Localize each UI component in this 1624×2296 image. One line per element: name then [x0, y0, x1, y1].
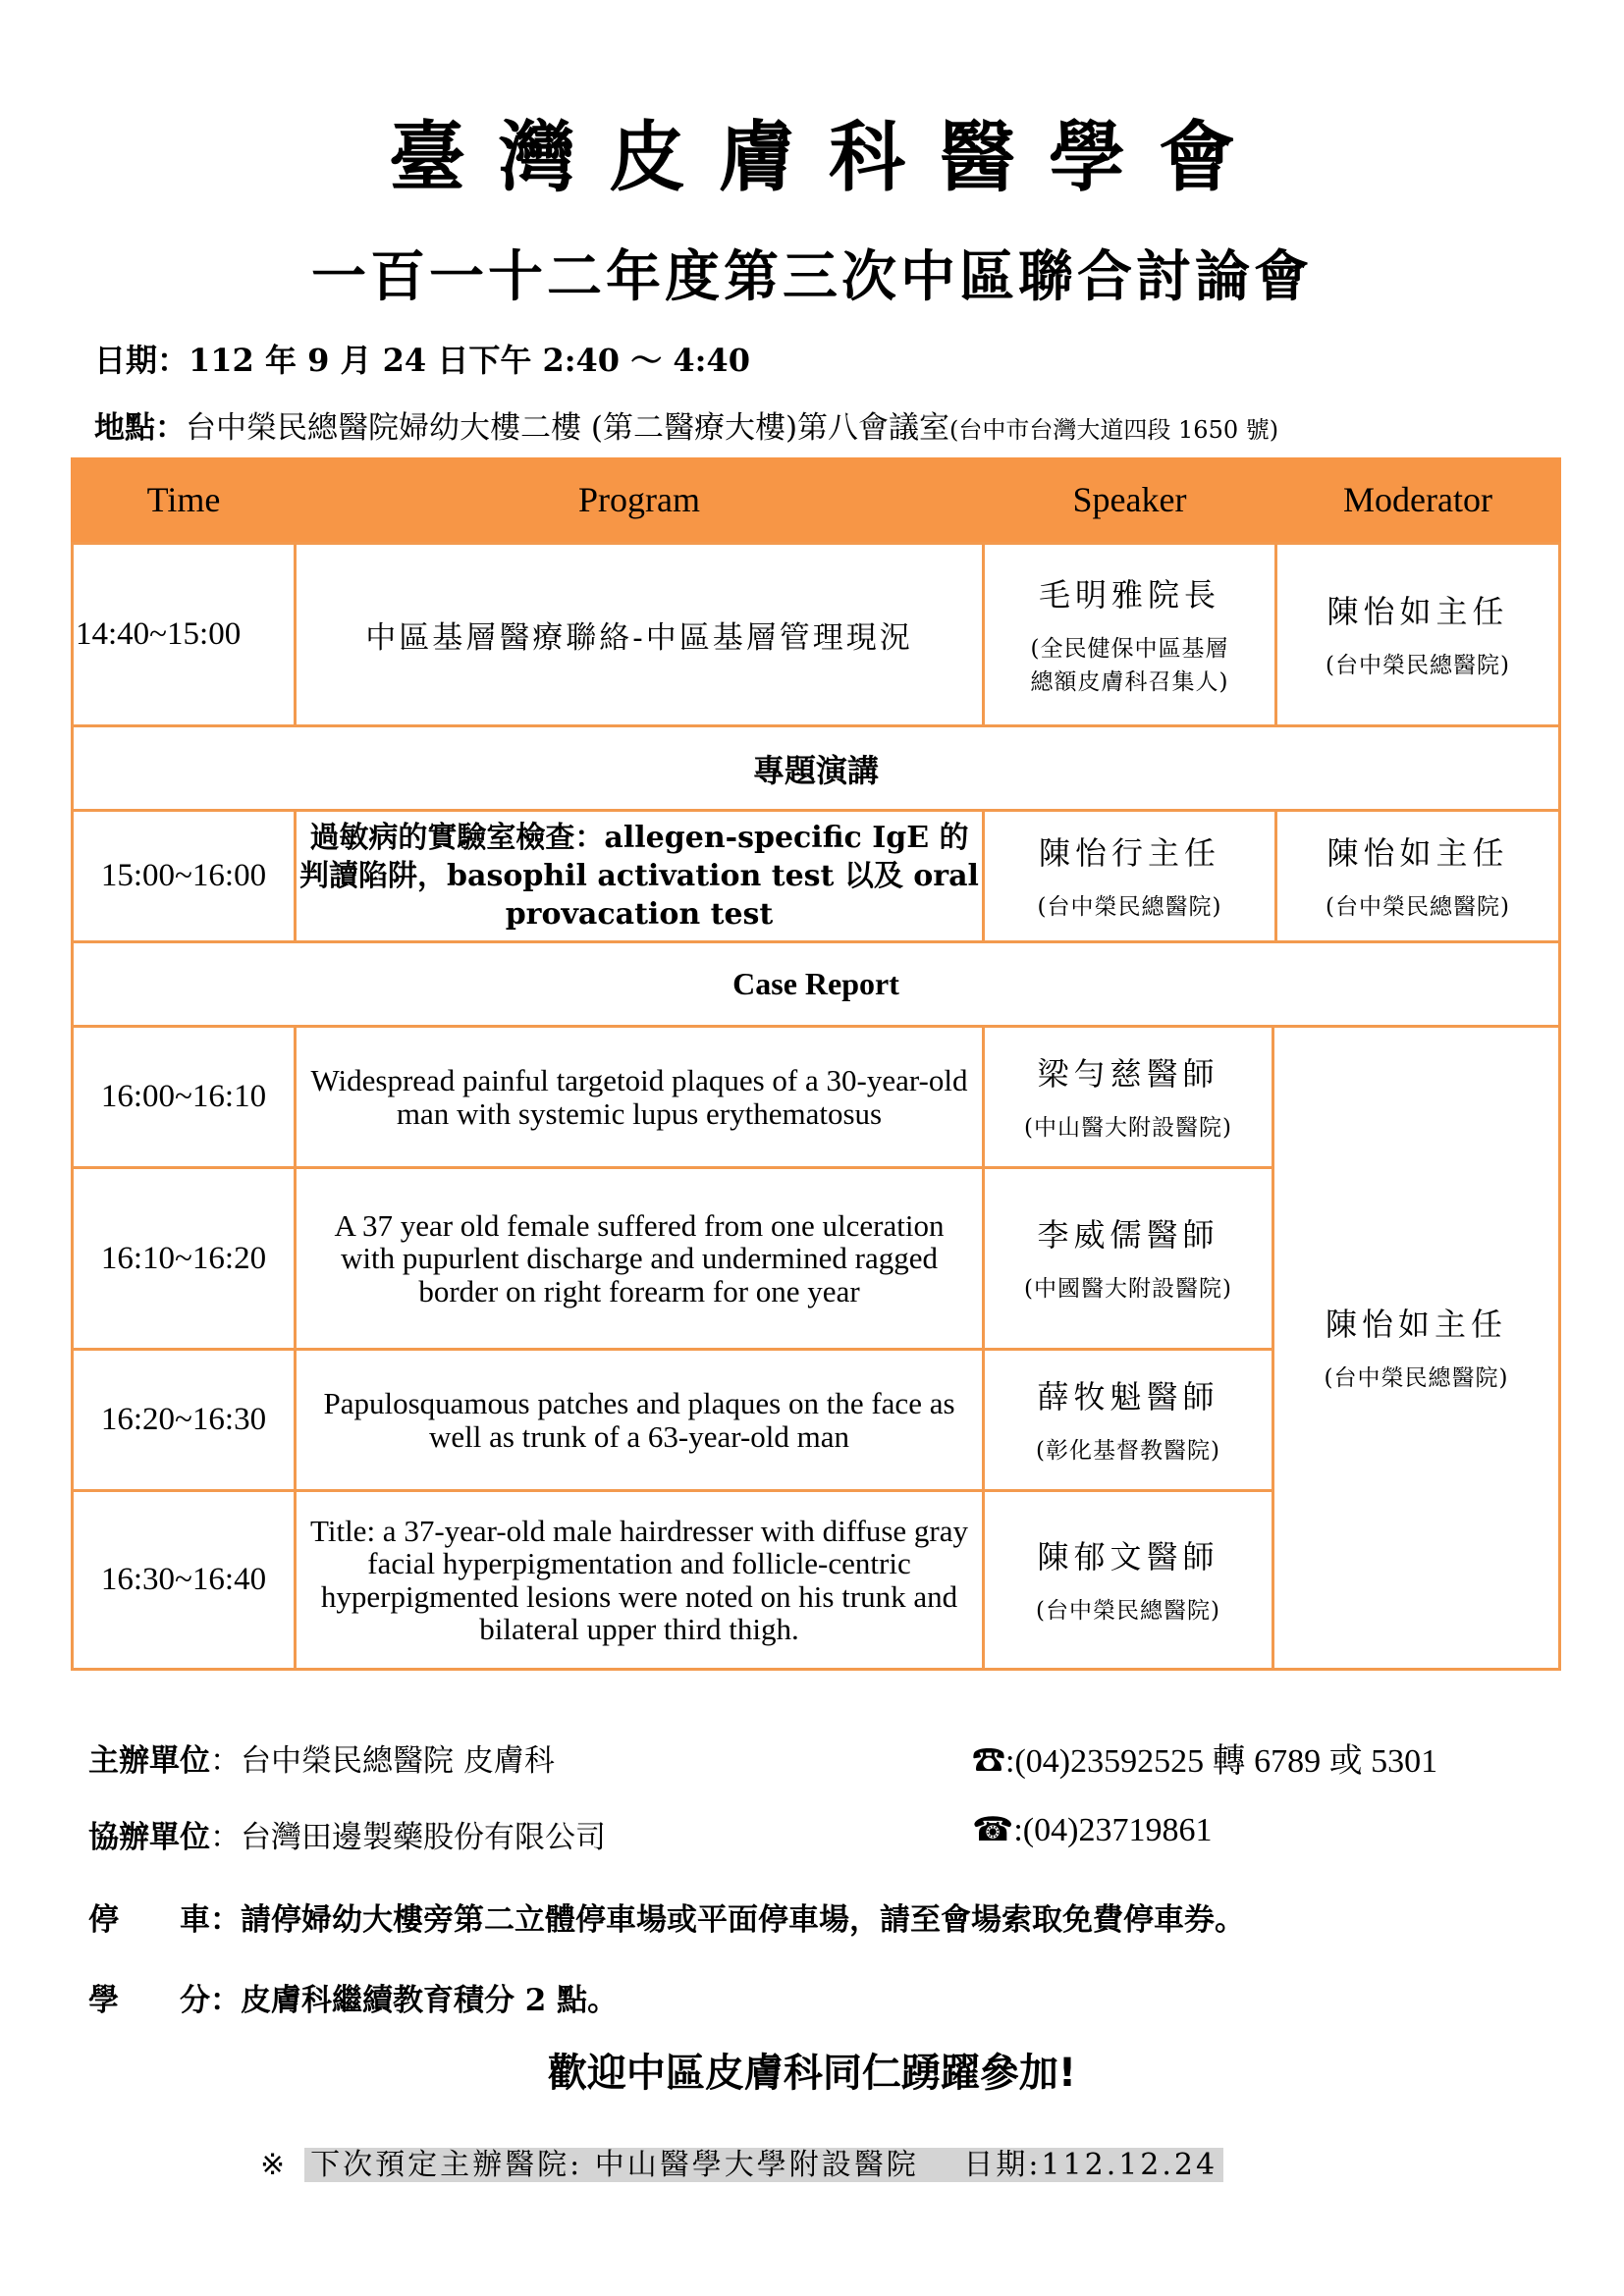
speaker-affiliation: (台中榮民總醫院): [1036, 1597, 1220, 1624]
reference-mark: ※: [260, 2148, 286, 2182]
speaker-affiliation-line-1: (全民健保中區基層: [1030, 636, 1229, 663]
venue-value: 台中榮民總醫院婦幼大樓二樓 (第二醫療大樓)第八會議室: [186, 410, 950, 446]
table-row-program: Widespread painful targetoid plaques of a 30-year-old man with systemic lupus erythematosus: [294, 1025, 985, 1169]
moderator-affiliation: (台中榮民總醫院): [1326, 652, 1510, 678]
parking-value: ：請停婦幼大樓旁第二立體停車場或平面停車場，請至會場索取免費停車券。: [210, 1902, 1245, 1938]
coorganizer-value: ：台灣田邊製藥股份有限公司: [210, 1820, 606, 1855]
welcome-message: 歡迎中區皮膚科同仁踴躍參加!: [547, 2051, 1077, 2096]
organizer-value: ：台中榮民總醫院 皮膚科: [210, 1743, 555, 1779]
meeting-title: 一百一十二年度第三次中區聯合討論會: [311, 245, 1313, 309]
society-title: 臺灣皮膚科醫學會: [388, 114, 1269, 202]
table-row-speaker: [982, 1166, 1274, 1351]
table-row-program: Papulosquamous patches and plaques on the face as well as trunk of a 63-year-old man: [294, 1348, 985, 1492]
speaker-name: 梁勻慈醫師: [1037, 1054, 1219, 1093]
schedule-table: [71, 457, 1561, 1671]
header-program: Program: [294, 457, 985, 542]
next-host-info: 下次預定主辦醫院: 中山醫學大學附設醫院 日期:112.12.24: [304, 2148, 1223, 2182]
header-time: Time: [71, 457, 297, 542]
credit-value: ：皮膚科繼續教育積分 2 點。: [210, 1983, 619, 2018]
table-row-moderator: [1274, 809, 1561, 943]
speaker-name: 陳郁文醫師: [1037, 1537, 1219, 1575]
speaker-affiliation: [1031, 633, 1229, 699]
table-row-program: A 37 year old female suffered from one ulceration with pupurlent discharge and undermined ragged border on right forearm for one year: [294, 1166, 985, 1351]
coorganizer-line: [88, 1812, 606, 1856]
venue-address: (台中市台灣大道四段 1650 號): [949, 416, 1279, 444]
speaker-name: 毛明雅院長: [1038, 576, 1220, 614]
table-row-time: 16:10~16:20: [71, 1166, 297, 1351]
speaker-affiliation: (中山醫大附設醫院): [1024, 1114, 1232, 1141]
organizer-phone: ☎:(04)23592525 轉 6789 或 5301: [972, 1743, 1438, 1780]
speaker-name: 薛牧魁醫師: [1037, 1377, 1219, 1415]
table-row-time: 16:00~16:10: [71, 1025, 297, 1169]
table-row-speaker: [982, 1489, 1274, 1671]
moderator-name: 陳怡如主任: [1326, 592, 1509, 630]
speaker-name: 李威儒醫師: [1037, 1216, 1219, 1255]
parking-line: [88, 1895, 1245, 1939]
table-row-program: 中區基層醫療聯絡-中區基層管理現況: [294, 542, 985, 727]
speaker-name: 陳怡行主任: [1038, 833, 1220, 872]
moderator-affiliation: (台中榮民總醫院): [1326, 893, 1510, 920]
credit-label: 學 分: [88, 1983, 210, 2018]
section-case-report: Case Report: [71, 940, 1561, 1028]
case-moderator: [1272, 1025, 1561, 1671]
credit-line: [88, 1975, 618, 2019]
coorganizer-label: 協辦單位: [88, 1820, 210, 1855]
moderator-name: 陳怡如主任: [1326, 833, 1509, 872]
program-line-2: 判讀陷阱，basophil activation test 以及 oral: [299, 859, 979, 893]
speaker-affiliation: (中國醫大附設醫院): [1024, 1276, 1232, 1303]
organizer-label: 主辦單位: [88, 1743, 210, 1779]
next-host-line: [260, 2140, 1223, 2183]
table-row-time: 14:40~15:00: [71, 542, 297, 727]
header-moderator: Moderator: [1274, 457, 1561, 542]
table-row-speaker: [982, 809, 1277, 943]
speaker-affiliation-line-2: 總額皮膚科召集人): [1030, 668, 1229, 695]
date-line: [94, 336, 750, 381]
table-row-time: 16:20~16:30: [71, 1348, 297, 1492]
venue-line: [94, 402, 1278, 447]
header-speaker: Speaker: [982, 457, 1277, 542]
speaker-affiliation: (彰化基督教醫院): [1036, 1437, 1220, 1464]
table-row-speaker: [982, 542, 1277, 727]
table-row-program: [294, 809, 985, 943]
date-label: 日期：: [94, 342, 189, 379]
speaker-affiliation: (台中榮民總醫院): [1037, 893, 1222, 920]
moderator-affiliation: (台中榮民總醫院): [1324, 1365, 1509, 1392]
table-row-time: 16:30~16:40: [71, 1489, 297, 1671]
table-row-speaker: [982, 1348, 1274, 1492]
venue-label: 地點：: [94, 410, 186, 446]
organizer-line: [88, 1735, 555, 1780]
table-row-program: Title: a 37-year-old male hairdresser with diffuse gray facial hyperpigmentation and follicle-centric hyperpigmented lesions were noted on his trunk and bilateral upper third thigh.: [294, 1489, 985, 1671]
table-row-speaker: [982, 1025, 1274, 1169]
moderator-name: 陳怡如主任: [1325, 1306, 1507, 1344]
table-row-time: 15:00~16:00: [71, 809, 297, 943]
program-line-1: 過敏病的實驗室檢查：allegen-specific IgE 的: [309, 821, 969, 855]
table-row-moderator: [1274, 542, 1561, 727]
program-line-3: provacation test: [505, 897, 774, 932]
coorganizer-phone: ☎:(04)23719861: [972, 1812, 1213, 1848]
date-value: 112 年 9 月 24 日下午 2:40 ～ 4:40: [189, 342, 750, 379]
parking-label: 停 車: [88, 1902, 210, 1938]
section-keynote: 專題演講: [71, 724, 1561, 812]
